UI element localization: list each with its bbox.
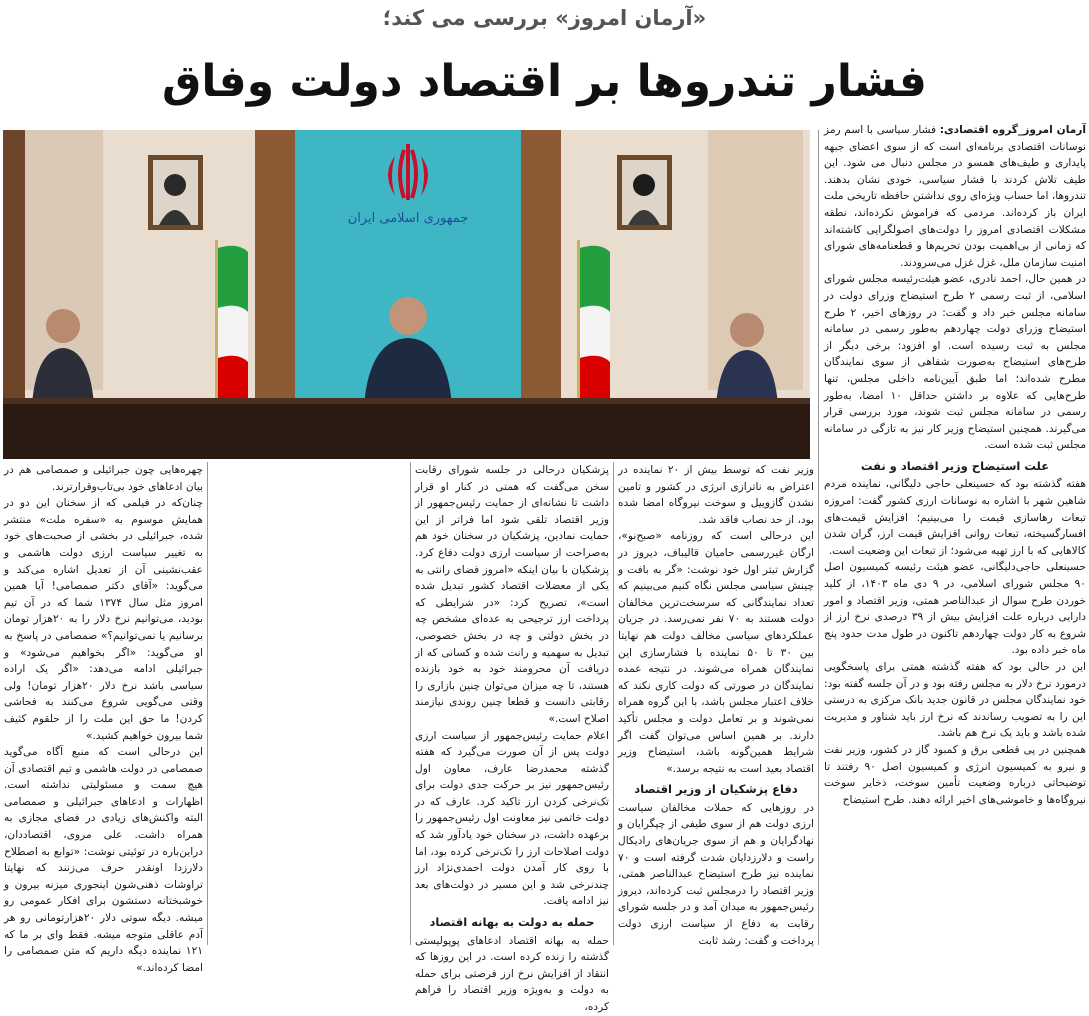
- headline: فشار تندروها بر اقتصاد دولت وفاق: [162, 56, 927, 107]
- col1-p6: همچنین در پی قطعی برق و کمبود گاز در کشور، وزیر نفت و نیرو به کمیسیون انرژی و کمیسیون اصل ۹۰ رفتند تا توضیحاتی درباره وضعیت تأمین سوخت، ذخایر سوخت نیروگاه‌ها و خاموشی‌های اخیر ارائه دهند. طرح استیضاح: [824, 743, 1086, 806]
- col2-p1: وزیر نفت که توسط بیش از ۲۰ نماینده در اعتراض به ناترازی انرژی در کشور و تامین نشدن گازوییل و سوخت نیروگاه امضا شده بود، از حد نصاب فاقد شد.: [618, 464, 814, 526]
- col3-p2: اعلام حمایت رئیس‌جمهور از سیاست ارزی دولت پس از آن صورت می‌گیرد که هفته گذشته محمدرضا عارف، معاون اول رئیس‌جمهور نیز بر حرکت جدی دولت برای تک‌نرخی کردن ارز تاکید کرد. عارف که در دولت خاتمی نیز معاونت اول رئیس‌جمهور را برعهده داشت، در سخنان خود یادآور شد که دولت اصلاحات ارز را تک‌نرخی کرده بود، اما با روی کار آمدن دولت احمدی‌نژاد ارز چندنرخی شد و این مسیر در دولت‌های بعد نیز ادامه یافت.: [415, 729, 609, 908]
- col1-p2: در همین حال، احمد نادری، عضو هیئت‌رئیسه مجلس شورای اسلامی، از ثبت رسمی ۲ طرح استیضاح وزرای دولت در سامانه مجلس خبر داد و گفت: در روزهای اخیر، ۲ طرح استیضاح وزرای دولت چهاردهم به‌طور رسمی در سامانه مجلس به ثبت رسیده است. او افزود: برخی دیگر از طرح‌های استیضاح به‌صورت شفاهی از سوی نمایندگان مطرح شده‌اند؛ اما طبق آیین‌نامه داخلی مجلس، تنها طرح‌هایی که علاوه بر داشتن حداقل ۱۰ امضا، به‌طور رسمی در سامانه مجلس ثبت شوند، مورد بررسی قرار می‌گیرند. همچنین استیضاح وزیر کار نیز به تازگی در سامانه مجلس ثبت شده است.: [824, 273, 1086, 452]
- col2-p3: در روزهایی که حملات مخالفان سیاست ارزی دولت هم از سوی طیفی از چپگرایان و نهادگرایان و هم از سوی جریان‌های رادیکال راست و دلارزدایان شدت گرفته است و ۷۰ نماینده نیز طرح استیضاح عبدالناصر همتی، وزیر اقتصاد را درمجلس ثبت کرده‌اند، دیروز رئیس‌جمهور به میدان آمد و در جلسه شورای رقابت به دفاع از سیاست ارزی دولت پرداخت و گفت: رشد ثابت: [618, 801, 814, 947]
- col1-p4: حسینعلی حاجی‌دلیگانی، عضو هیئت رئیسه کمیسیون اصل ۹۰ مجلس شورای اسلامی، در ۹ دی ماه ۱۴۰۳، از کلید خوردن طرح سوال از عبدالناصر همتی، وزیر اقتصاد و امور دارایی درباره علت افزایش بیش از ۳۹ درصدی نرخ ارز از شروع به کار دولت چهاردهم تاکنون در طول مدت حدود پنج ماه خبر داده بود.: [824, 561, 1086, 657]
- conference-table: [3, 402, 810, 459]
- col4-p2: چنان‌که در فیلمی که از سخنان این دو در همایش موسوم به «سفره ملت» منتشر شده، جبرائیلی در بخشی از صحبت‌های خود به تغییر سیاست ارزی دولت هاشمی و عقب‌نشینی آن از تعدیل اشاره می‌کند و می‌گوید: «آقای دکتر صمصامی! آیا همین امروز مثل سال ۱۳۷۴ شما که در آن تیم بودید، می‌توانیم نرخ دلار را به ۲۰هزار تومان برسانیم یا نمی‌توانیم؟» صمصامی در پاسخ به او می‌گوید: «اگر بخواهیم می‌شود» و جبرائیلی ادامه می‌دهد: «اگر یک اراده سیاسی باشد نرخ دلار ۲۰هزار تومان! ولی وقتی می‌گویی شروع می‌کنند به فحاشی کردن! ما حق این ملت را از حلقوم کثیف شما بیرون خواهیم کشید.»: [4, 497, 204, 742]
- col1-p5: این در حالی بود که هفته گذشته همتی برای پاسخگویی درمورد نرخ دلار به مجلس رفته بود و در آن جلسه گفته بود: خود نمایندگان مجلس در قانون جدید بانک مرکزی به درستی این را به تصویب رساندند که نرخ ارز باید شناور و مدیریت شده باشد و باید یک نرخ هم باشد.: [824, 661, 1086, 740]
- col4-p3: این درحالی است که منبع آگاه می‌گوید صمصامی در دولت هاشمی و تیم اقتصادی آن هیچ سمت و مسئولیتی نداشته است. اظهارات و ادعاهای جبرائیلی و صمصامی البته واکنش‌های زیادی در فضای مجازی به همراه داشت. علی مروی، اقتصاددان، دراین‌باره در توئیتی نوشت: «توابع به اصطلاح دلارزدا اونقدر حرف می‌زنند که نهایتا تراوشات ذهنی‌شون اینجوری میزنه بیرون و خوشبختانه دستشون برای افکار عمومی رو میشه. دیگه سوتی دلار ۲۰هزارتومانی رو هر آدم عاقلی متوجه میشه. فقط وای بر ما که ۱۲۱ نماینده دیگه داریم که متن صمصامی را امضا کرده‌اند.»: [4, 746, 203, 974]
- col4-p1: چهره‌هایی چون جبرائیلی و صمصامی هم در بیان ادعاهای خود بی‌تاب‌وقرارترند.: [4, 464, 203, 493]
- col1-p3: هفته گذشته بود که حسینعلی حاجی دلیگانی، نماینده مردم شاهین شهر با اشاره به نوسانات ارزی کشور گفت: امروزه تبعات رهاسازی قیمت را می‌بینیم؛ افزایش قیمت‌های افسارگسیخته، تبعات روانی افزایش قیمت ارز، گران شدن کالاهایی که با ارز تهیه می‌شود؛ از تبعات این وضعیت است.: [824, 478, 1086, 557]
- subhead-1: علت استیضاح وزیر اقتصاد و نفت: [860, 458, 1050, 473]
- subhead-2: دفاع پزشکیان از وزیر اقتصاد: [634, 782, 798, 797]
- cabinet-meeting-photo: [3, 130, 810, 459]
- emblem-caption: جمهوری اسلامی ایران: [347, 211, 469, 226]
- lead-byline: آرمان امروز_گروه اقتصادی:: [939, 124, 1086, 136]
- col3-p3: حمله به بهانه اقتصاد ادعاهای پوپولیستی گذشته را زنده کرده است. در این روزها که انتقاد از افزایش نرخ ارز فرصتی برای حمله به دولت و به‌ویژه وزیر اقتصاد را فراهم کرده،: [415, 934, 609, 1013]
- column-4: [4, 462, 204, 974]
- col2-p2: این درحالی است که روزنامه «صبح‌نو»، ارگان غیررسمی حامیان قالیباف، دیروز در گزارش تیتر اول خود نوشت: «گر به بافت و چینش سیاسی مجلس نگاه کنیم می‌بینیم که تعداد نمایندگانی که سرسخت‌ترین مخالفان دولت هستند به ۷۰ نفر نمی‌رسد. در جریان عملکردهای سیاسی مخالف دولت هم نهایتا بین ۳۰ تا ۵۰ نماینده با فشارسازی این نمایندگان همراه می‌شوند. در نتیجه عمده نمایندگان در صورتی که دولت کاری نکند که خلاف اعتبار مجلس باشد، با این گروه همراه نمی‌شوند و بر تعامل دولت و مجلس تأکید دارند. بر همین اساس می‌توان گفت اگر شرایط همین‌گونه باشد، استیضاح وزیر اقتصاد بعید است به نتیجه برسد.»: [618, 530, 815, 775]
- col1-p1: فشار سیاسی با اسم رمز نوسانات اقتصادی برنامه‌ای است که از سوی اعضای جبهه پایداری و طیف‌های همسو در مجلس دنبال می شود. این طیف تلاش کردند با فشار سیاسی، خودی نشان بدهند. تندروها، اما حساب ویژه‌ای روی نداشتن حافظه تاریخی ملت ایران باز کرده‌اند. مردمی که فراموش نکرده‌اند، نطقه مشکلات اقتصادی امروز را دولت‌های اصولگرایی کاشته‌اند که زمانی از بی‌اهمیت بودن تحریم‌ها و قطعنامه‌های شورای امنیت سازمان ملل، غزل غزل می‌سرودند.: [824, 124, 1086, 269]
- kicker: «آرمان امروز» بررسی می کند؛: [382, 6, 707, 30]
- column-2: [618, 462, 814, 948]
- subhead-3: حمله به دولت به بهانه اقتصاد: [429, 915, 595, 930]
- column-1: [824, 122, 1086, 948]
- column-3: [415, 462, 609, 1013]
- col3-p1: پزشکیان درحالی در جلسه شورای رقابت سخن می‌گفت که همتی در کنار او قرار داشت تا نشانه‌ای از حمایت رئیس‌جمهور از وزیر اقتصاد تلقی شود اما فراتر از این حمایت نمادین، پزشکیان در سخنان خود هم به‌صراحت از سیاست ارزی دولت دفاع کرد. پزشکیان با بیان اینکه «امروز فضای رانتی به یکی از معضلات اقتصاد کشور تبدیل شده است»، تصریح کرد: «در شرایطی که پرداخت ارز ترجیحی به عده‌ای مشخص چه در بخش دولتی و چه در بخش خصوصی، تبدیل به سهمیه و رانت شده و کسانی که از دریافت آن محرومند خود به خود بازنده هستند، تا چه میزان می‌توان چنین بازاری را رقابتی دانست و قطعا چنین روندی نیازمند اصلاح است.»: [415, 464, 609, 725]
